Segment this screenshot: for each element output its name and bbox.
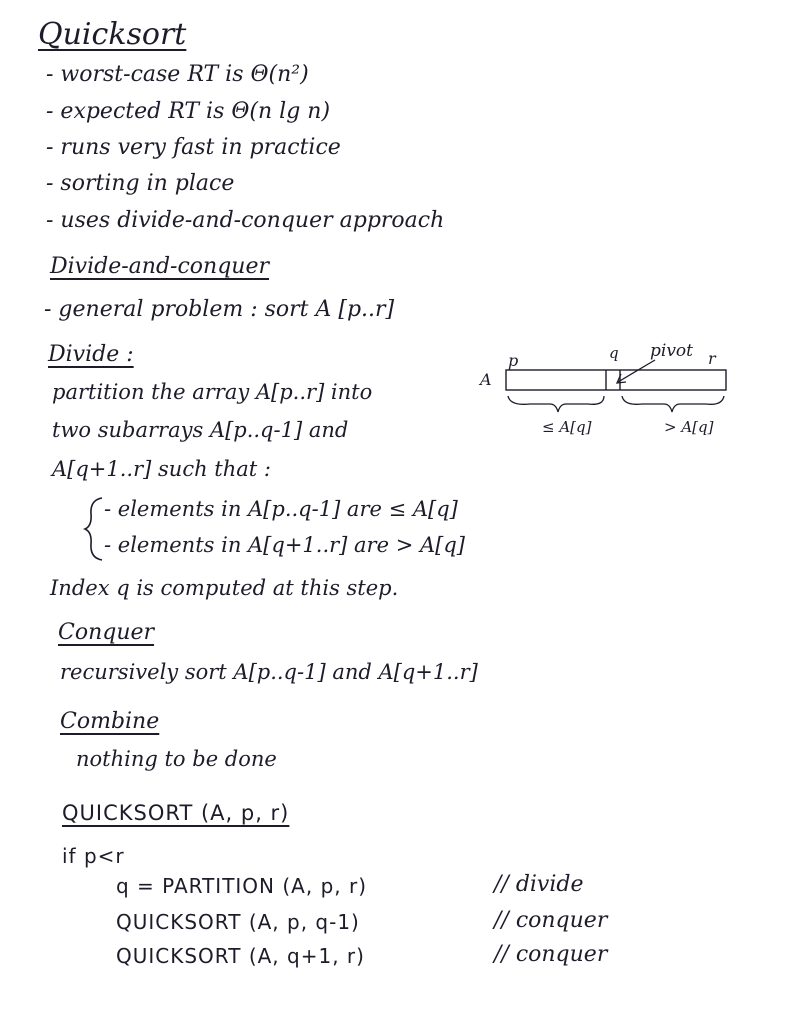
general-problem: - general problem : sort A [p..r]: [44, 297, 395, 322]
divide-line-2: two subarrays A[p..q-1] and: [52, 418, 349, 442]
condition-gt: - elements in A[q+1..r] are > A[q]: [104, 533, 465, 557]
condition-brace: [82, 496, 106, 562]
comment-conquer-1: // conquer: [494, 908, 608, 933]
page-title: Quicksort: [38, 17, 187, 52]
pivot-label: pivot: [650, 341, 693, 361]
bullet-in-place: - sorting in place: [46, 171, 235, 196]
bullet-worst-case: - worst-case RT is Θ(n²): [46, 62, 309, 87]
comment-divide: // divide: [494, 872, 584, 897]
right-brace: [622, 396, 724, 412]
pivot-arrow-line: [618, 360, 655, 382]
conquer-text: recursively sort A[p..q-1] and A[q+1..r]: [60, 660, 478, 684]
q-label: q: [609, 344, 619, 362]
code-line-quicksort-right: QUICKSORT (A, q+1, r): [116, 944, 365, 968]
code-line-partition: q = PARTITION (A, p, r): [116, 874, 367, 898]
left-brace-label: ≤ A[q]: [542, 418, 592, 436]
divide-line-1: partition the array A[p..r] into: [52, 380, 373, 404]
array-box: [506, 370, 726, 390]
condition-le: - elements in A[p..q-1] are ≤ A[q]: [104, 497, 458, 521]
bullet-divide-conquer: - uses divide-and-conquer approach: [46, 208, 445, 233]
combine-heading: Combine: [60, 709, 160, 734]
quicksort-signature: QUICKSORT (A, p, r): [62, 801, 290, 825]
right-brace-label: > A[q]: [664, 418, 714, 436]
index-note: Index q is computed at this step.: [50, 576, 399, 600]
combine-text: nothing to be done: [76, 747, 277, 771]
comment-conquer-2: // conquer: [494, 942, 608, 967]
left-brace: [508, 396, 604, 412]
divide-line-3: A[q+1..r] such that :: [52, 457, 271, 481]
divide-heading: Divide :: [48, 342, 134, 367]
bullet-expected: - expected RT is Θ(n lg n): [46, 99, 331, 124]
divide-and-conquer-heading: Divide-and-conquer: [50, 254, 270, 279]
if-condition: if p<r: [62, 844, 125, 868]
bullet-fast: - runs very fast in practice: [46, 135, 341, 160]
partition-diagram: [470, 340, 740, 440]
array-label: A: [480, 370, 492, 389]
p-label: p: [508, 351, 519, 370]
code-line-quicksort-left: QUICKSORT (A, p, q-1): [116, 910, 360, 934]
r-label: r: [708, 349, 716, 368]
conquer-heading: Conquer: [58, 620, 155, 645]
